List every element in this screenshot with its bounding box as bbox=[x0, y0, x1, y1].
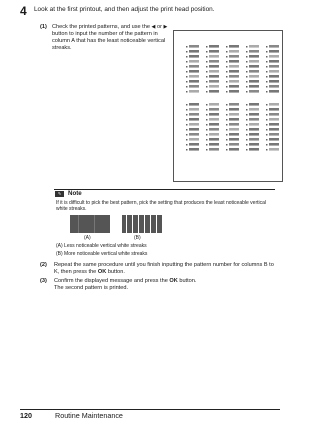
pattern-swatch bbox=[189, 133, 199, 136]
pattern-swatch bbox=[209, 45, 219, 48]
pattern-number-mark bbox=[266, 104, 268, 106]
pattern-number-mark bbox=[266, 134, 268, 136]
pattern-number-mark bbox=[266, 149, 268, 151]
pattern-swatch bbox=[269, 60, 279, 63]
pattern-number-mark bbox=[186, 86, 188, 88]
pattern-swatch bbox=[229, 128, 239, 131]
legend-a: (A) Less noticeable vertical white streaks bbox=[56, 243, 147, 249]
pattern-number-mark bbox=[246, 71, 248, 73]
pattern-swatch bbox=[269, 133, 279, 136]
pattern-number-mark bbox=[266, 61, 268, 63]
right-arrow-icon: ▶ bbox=[163, 24, 168, 30]
pattern-swatch bbox=[229, 143, 239, 146]
pattern-number-mark bbox=[206, 114, 208, 116]
pattern-swatch bbox=[269, 75, 279, 78]
pattern-swatch bbox=[229, 90, 239, 93]
pattern-swatch bbox=[249, 85, 259, 88]
pattern-swatch bbox=[249, 103, 259, 106]
pattern-swatch bbox=[269, 65, 279, 68]
substep-1-text bbox=[52, 24, 170, 52]
note-text: If it is difficult to pick the best pattern, pick the setting that produces the least noticeable vertical white streaks. bbox=[56, 200, 267, 212]
streak-example-illustration bbox=[56, 213, 186, 235]
pattern-swatch bbox=[189, 118, 199, 121]
pattern-swatch bbox=[269, 128, 279, 131]
pattern-swatch bbox=[249, 70, 259, 73]
pattern-swatch bbox=[189, 90, 199, 93]
pattern-number-mark bbox=[186, 129, 188, 131]
pattern-number-mark bbox=[266, 109, 268, 111]
pattern-swatch bbox=[269, 113, 279, 116]
pattern-swatch bbox=[249, 50, 259, 53]
pattern-swatch bbox=[269, 85, 279, 88]
note-icon: ✎ bbox=[55, 191, 64, 197]
substep-1-text-after: button to input the number of the pattern in column A that has the least noticeable vertical streaks. bbox=[52, 31, 166, 51]
pattern-number-mark bbox=[246, 81, 248, 83]
pattern-number-mark bbox=[246, 76, 248, 78]
pattern-swatch bbox=[229, 133, 239, 136]
pattern-number-mark bbox=[246, 144, 248, 146]
caption-a: (A) bbox=[84, 235, 91, 241]
pattern-number-mark bbox=[266, 86, 268, 88]
pattern-swatch bbox=[229, 85, 239, 88]
pattern-number-mark bbox=[246, 61, 248, 63]
pattern-number-mark bbox=[246, 129, 248, 131]
pattern-number-mark bbox=[226, 76, 228, 78]
pattern-number-mark bbox=[246, 124, 248, 126]
pattern-swatch bbox=[189, 143, 199, 146]
pattern-number-mark bbox=[266, 139, 268, 141]
pattern-swatch bbox=[249, 75, 259, 78]
substep-3-text bbox=[54, 278, 274, 292]
pattern-swatch bbox=[229, 108, 239, 111]
pattern-swatch bbox=[189, 123, 199, 126]
pattern-number-mark bbox=[186, 144, 188, 146]
pattern-swatch bbox=[249, 113, 259, 116]
pattern-swatch bbox=[269, 50, 279, 53]
pattern-number-mark bbox=[206, 134, 208, 136]
pattern-swatch bbox=[269, 148, 279, 151]
pattern-number-mark bbox=[206, 144, 208, 146]
pattern-swatch bbox=[269, 80, 279, 83]
pattern-number-mark bbox=[206, 124, 208, 126]
pattern-swatch bbox=[229, 55, 239, 58]
pattern-number-mark bbox=[246, 66, 248, 68]
pattern-swatch bbox=[189, 85, 199, 88]
pattern-number-mark bbox=[246, 114, 248, 116]
pattern-number-mark bbox=[226, 134, 228, 136]
substep-1-text-before: Check the printed patterns, and use the bbox=[52, 24, 150, 30]
pattern-swatch bbox=[249, 148, 259, 151]
pattern-number-mark bbox=[206, 66, 208, 68]
pattern-swatch bbox=[269, 108, 279, 111]
pattern-swatch bbox=[209, 148, 219, 151]
pattern-number-mark bbox=[226, 66, 228, 68]
section-title: Routine Maintenance bbox=[55, 411, 123, 420]
pattern-swatch bbox=[209, 85, 219, 88]
pattern-swatch bbox=[189, 50, 199, 53]
pattern-swatch bbox=[249, 65, 259, 68]
substep-2-text-main: Repeat the same procedure until you finish inputting the pattern number for columns B to K, then press the bbox=[54, 262, 274, 275]
pattern-number-mark bbox=[186, 76, 188, 78]
pattern-number-mark bbox=[266, 129, 268, 131]
pattern-number-mark bbox=[206, 56, 208, 58]
pattern-number-mark bbox=[266, 76, 268, 78]
pattern-number-mark bbox=[186, 109, 188, 111]
pattern-number-mark bbox=[206, 46, 208, 48]
pattern-swatch bbox=[249, 138, 259, 141]
pattern-number-mark bbox=[206, 71, 208, 73]
pattern-number-mark bbox=[226, 86, 228, 88]
pattern-swatch bbox=[189, 60, 199, 63]
pattern-number-mark bbox=[186, 114, 188, 116]
pattern-number-mark bbox=[186, 139, 188, 141]
pattern-number-mark bbox=[226, 104, 228, 106]
pattern-swatch bbox=[209, 65, 219, 68]
pattern-number-mark bbox=[206, 86, 208, 88]
pattern-swatch bbox=[249, 143, 259, 146]
pattern-number-mark bbox=[266, 71, 268, 73]
pattern-swatch bbox=[209, 143, 219, 146]
footer-divider bbox=[20, 409, 280, 410]
pattern-swatch bbox=[209, 70, 219, 73]
pattern-swatch bbox=[249, 118, 259, 121]
pattern-number-mark bbox=[246, 86, 248, 88]
pattern-number-mark bbox=[246, 139, 248, 141]
pattern-swatch bbox=[229, 80, 239, 83]
pattern-number-mark bbox=[206, 81, 208, 83]
pattern-number-mark bbox=[246, 56, 248, 58]
pattern-swatch bbox=[209, 90, 219, 93]
pattern-swatch bbox=[249, 90, 259, 93]
pattern-swatch bbox=[209, 128, 219, 131]
pattern-number-mark bbox=[226, 139, 228, 141]
pattern-number-mark bbox=[266, 124, 268, 126]
page-number: 120 bbox=[20, 411, 32, 420]
note-title: Note bbox=[68, 190, 82, 197]
ok-button-label: OK bbox=[97, 269, 107, 275]
pattern-swatch bbox=[209, 133, 219, 136]
pattern-number-mark bbox=[186, 81, 188, 83]
substep-3-text-end: button. bbox=[179, 278, 197, 284]
substep-2-text-end: button. bbox=[107, 269, 125, 275]
pattern-swatch bbox=[209, 113, 219, 116]
pattern-number-mark bbox=[206, 91, 208, 93]
pattern-swatch bbox=[269, 70, 279, 73]
pattern-swatch bbox=[229, 113, 239, 116]
pattern-swatch bbox=[249, 60, 259, 63]
pattern-number-mark bbox=[186, 51, 188, 53]
pattern-number-mark bbox=[246, 119, 248, 121]
pattern-number-mark bbox=[266, 56, 268, 58]
pattern-swatch bbox=[189, 70, 199, 73]
pattern-swatch bbox=[209, 103, 219, 106]
pattern-number-mark bbox=[246, 51, 248, 53]
pattern-number-mark bbox=[226, 71, 228, 73]
pattern-number-mark bbox=[206, 109, 208, 111]
pattern-swatch bbox=[269, 123, 279, 126]
pattern-swatch bbox=[269, 138, 279, 141]
substep-3-number: (3) bbox=[40, 278, 47, 284]
pattern-number-mark bbox=[226, 46, 228, 48]
pattern-swatch bbox=[189, 113, 199, 116]
pattern-swatch bbox=[189, 108, 199, 111]
pattern-swatch bbox=[269, 90, 279, 93]
pattern-swatch bbox=[189, 65, 199, 68]
pattern-number-mark bbox=[186, 46, 188, 48]
pattern-swatch bbox=[189, 103, 199, 106]
pattern-grid-illustration bbox=[174, 31, 282, 181]
pattern-swatch bbox=[209, 50, 219, 53]
substep-1-or: or bbox=[156, 24, 162, 30]
pattern-swatch bbox=[229, 60, 239, 63]
pattern-number-mark bbox=[186, 124, 188, 126]
pattern-swatch bbox=[209, 123, 219, 126]
pattern-number-mark bbox=[226, 51, 228, 53]
pattern-number-mark bbox=[226, 109, 228, 111]
step-instruction: Look at the first printout, and then adjust the print head position. bbox=[34, 6, 215, 13]
pattern-number-mark bbox=[226, 124, 228, 126]
pattern-number-mark bbox=[246, 109, 248, 111]
pattern-number-mark bbox=[266, 66, 268, 68]
pattern-number-mark bbox=[266, 91, 268, 93]
pattern-number-mark bbox=[266, 119, 268, 121]
pattern-swatch bbox=[249, 80, 259, 83]
pattern-swatch bbox=[249, 55, 259, 58]
pattern-number-mark bbox=[186, 149, 188, 151]
pattern-swatch bbox=[189, 45, 199, 48]
pattern-number-mark bbox=[226, 81, 228, 83]
substep-2-number: (2) bbox=[40, 262, 47, 268]
pattern-number-mark bbox=[246, 91, 248, 93]
pattern-number-mark bbox=[226, 149, 228, 151]
pattern-number-mark bbox=[186, 66, 188, 68]
substep-2-text bbox=[54, 262, 274, 276]
pattern-number-mark bbox=[226, 61, 228, 63]
pattern-number-mark bbox=[186, 104, 188, 106]
pattern-swatch bbox=[249, 128, 259, 131]
step-number: 4 bbox=[20, 4, 27, 18]
pattern-number-mark bbox=[226, 144, 228, 146]
pattern-swatch bbox=[209, 118, 219, 121]
pattern-number-mark bbox=[186, 119, 188, 121]
pattern-swatch bbox=[189, 148, 199, 151]
pattern-number-mark bbox=[186, 61, 188, 63]
legend-b: (B) More noticeable vertical white streaks bbox=[56, 251, 148, 257]
pattern-swatch bbox=[249, 123, 259, 126]
pattern-swatch bbox=[229, 50, 239, 53]
pattern-swatch bbox=[209, 55, 219, 58]
pattern-swatch bbox=[209, 80, 219, 83]
pattern-swatch bbox=[229, 65, 239, 68]
pattern-swatch bbox=[189, 80, 199, 83]
pattern-number-mark bbox=[246, 46, 248, 48]
pattern-number-mark bbox=[226, 114, 228, 116]
pattern-swatch bbox=[189, 138, 199, 141]
pattern-swatch bbox=[189, 55, 199, 58]
streak-sample-a bbox=[70, 215, 110, 233]
print-head-alignment-pattern bbox=[173, 30, 283, 182]
left-arrow-icon: ◀ bbox=[151, 24, 156, 30]
pattern-swatch bbox=[209, 138, 219, 141]
pattern-swatch bbox=[269, 55, 279, 58]
pattern-swatch bbox=[189, 128, 199, 131]
pattern-number-mark bbox=[186, 56, 188, 58]
pattern-number-mark bbox=[186, 71, 188, 73]
pattern-number-mark bbox=[206, 61, 208, 63]
pattern-swatch bbox=[229, 45, 239, 48]
pattern-number-mark bbox=[266, 81, 268, 83]
pattern-number-mark bbox=[266, 46, 268, 48]
substep-1-number: (1) bbox=[40, 24, 47, 30]
pattern-swatch bbox=[269, 45, 279, 48]
pattern-swatch bbox=[209, 60, 219, 63]
pattern-swatch bbox=[229, 148, 239, 151]
pattern-number-mark bbox=[266, 144, 268, 146]
pattern-number-mark bbox=[206, 149, 208, 151]
caption-b: (B) bbox=[134, 235, 141, 241]
pattern-number-mark bbox=[266, 51, 268, 53]
pattern-number-mark bbox=[246, 104, 248, 106]
substep-3-line2: The second pattern is printed. bbox=[54, 285, 129, 291]
pattern-number-mark bbox=[226, 91, 228, 93]
pattern-number-mark bbox=[206, 119, 208, 121]
pattern-number-mark bbox=[206, 76, 208, 78]
pattern-swatch bbox=[249, 45, 259, 48]
substep-3-text-main: Confirm the displayed message and press the bbox=[54, 278, 168, 284]
pattern-number-mark bbox=[186, 134, 188, 136]
pattern-swatch bbox=[229, 138, 239, 141]
pattern-number-mark bbox=[206, 51, 208, 53]
pattern-number-mark bbox=[226, 129, 228, 131]
pattern-swatch bbox=[229, 103, 239, 106]
pattern-swatch bbox=[229, 75, 239, 78]
pattern-swatch bbox=[269, 118, 279, 121]
pattern-number-mark bbox=[206, 139, 208, 141]
pattern-swatch bbox=[269, 103, 279, 106]
pattern-number-mark bbox=[226, 119, 228, 121]
pattern-number-mark bbox=[266, 114, 268, 116]
pattern-swatch bbox=[229, 70, 239, 73]
pattern-swatch bbox=[249, 108, 259, 111]
pattern-number-mark bbox=[226, 56, 228, 58]
pattern-number-mark bbox=[186, 91, 188, 93]
pattern-swatch bbox=[209, 108, 219, 111]
pattern-number-mark bbox=[246, 134, 248, 136]
pattern-swatch bbox=[249, 133, 259, 136]
pattern-number-mark bbox=[206, 104, 208, 106]
pattern-number-mark bbox=[206, 129, 208, 131]
ok-button-label: OK bbox=[169, 278, 178, 284]
pattern-swatch bbox=[209, 75, 219, 78]
pattern-swatch bbox=[189, 75, 199, 78]
pattern-swatch bbox=[229, 118, 239, 121]
pattern-swatch bbox=[229, 123, 239, 126]
pattern-swatch bbox=[269, 143, 279, 146]
pattern-number-mark bbox=[246, 149, 248, 151]
